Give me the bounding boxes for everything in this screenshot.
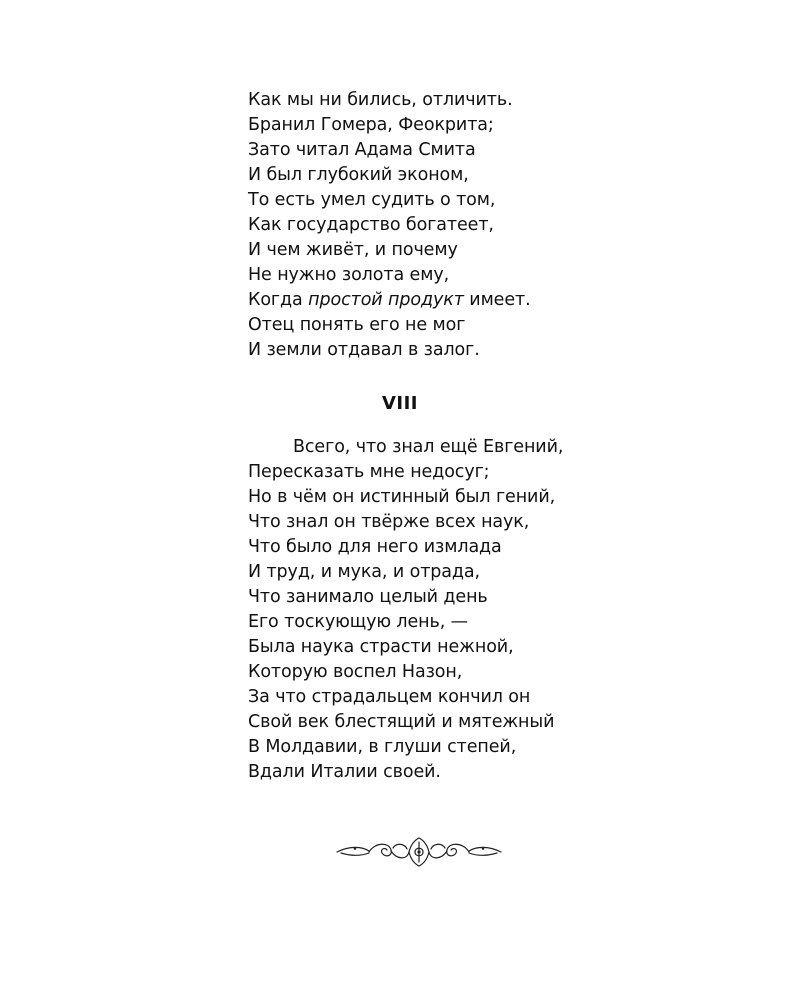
verse-line: То есть умел судить о том, <box>248 190 496 210</box>
verse-line: Но в чём он истинный был гений, <box>248 487 556 507</box>
stanza-continuation <box>248 88 531 363</box>
stanza-heading: VIII <box>381 393 419 414</box>
verse-line: Была наука страсти нежной, <box>248 637 514 657</box>
stanza-viii <box>248 435 563 785</box>
verse-line: Свой век блестящий и мятежный <box>248 712 555 732</box>
verse-line <box>248 288 531 313</box>
verse-line: В Молдавии, в глуши степей, <box>248 737 517 757</box>
verse-line: Бранил Гомера, Феокрита; <box>248 115 494 135</box>
verse-line: И труд, и мука, и отрада, <box>248 562 481 582</box>
verse-line: Его тоскующую лень, — <box>248 612 469 632</box>
flourish-ornament-icon <box>335 836 503 868</box>
verse-line: Что знал он твёрже всех наук, <box>248 512 530 532</box>
verse-line: Как государство богатеет, <box>248 215 494 235</box>
verse-line: Что занимало целый день <box>248 587 488 607</box>
verse-line: Которую воспел Назон, <box>248 662 463 682</box>
verse-line: Пересказать мне недосуг; <box>248 462 490 482</box>
verse-text: Когда <box>248 290 309 310</box>
verse-line: И чем живёт, и почему <box>248 240 458 260</box>
verse-line: Не нужно золота ему, <box>248 265 450 285</box>
verse-line: Как мы ни бились, отличить. <box>248 90 513 110</box>
verse-line: И был глубокий эконом, <box>248 165 469 185</box>
italic-phrase: простой продукт <box>308 290 464 310</box>
verse-line: И земли отдавал в залог. <box>248 340 480 360</box>
verse-line: Зато читал Адама Смита <box>248 140 476 160</box>
verse-line: Вдали Италии своей. <box>248 762 441 782</box>
verse-text: имеет. <box>463 290 531 310</box>
verse-line: Отец понять его не мог <box>248 315 466 335</box>
verse-line: Что было для него измлада <box>248 537 502 557</box>
verse-line: Всего, что знал ещё Евгений, <box>293 437 564 457</box>
verse-line: За что страдальцем кончил он <box>248 687 531 707</box>
